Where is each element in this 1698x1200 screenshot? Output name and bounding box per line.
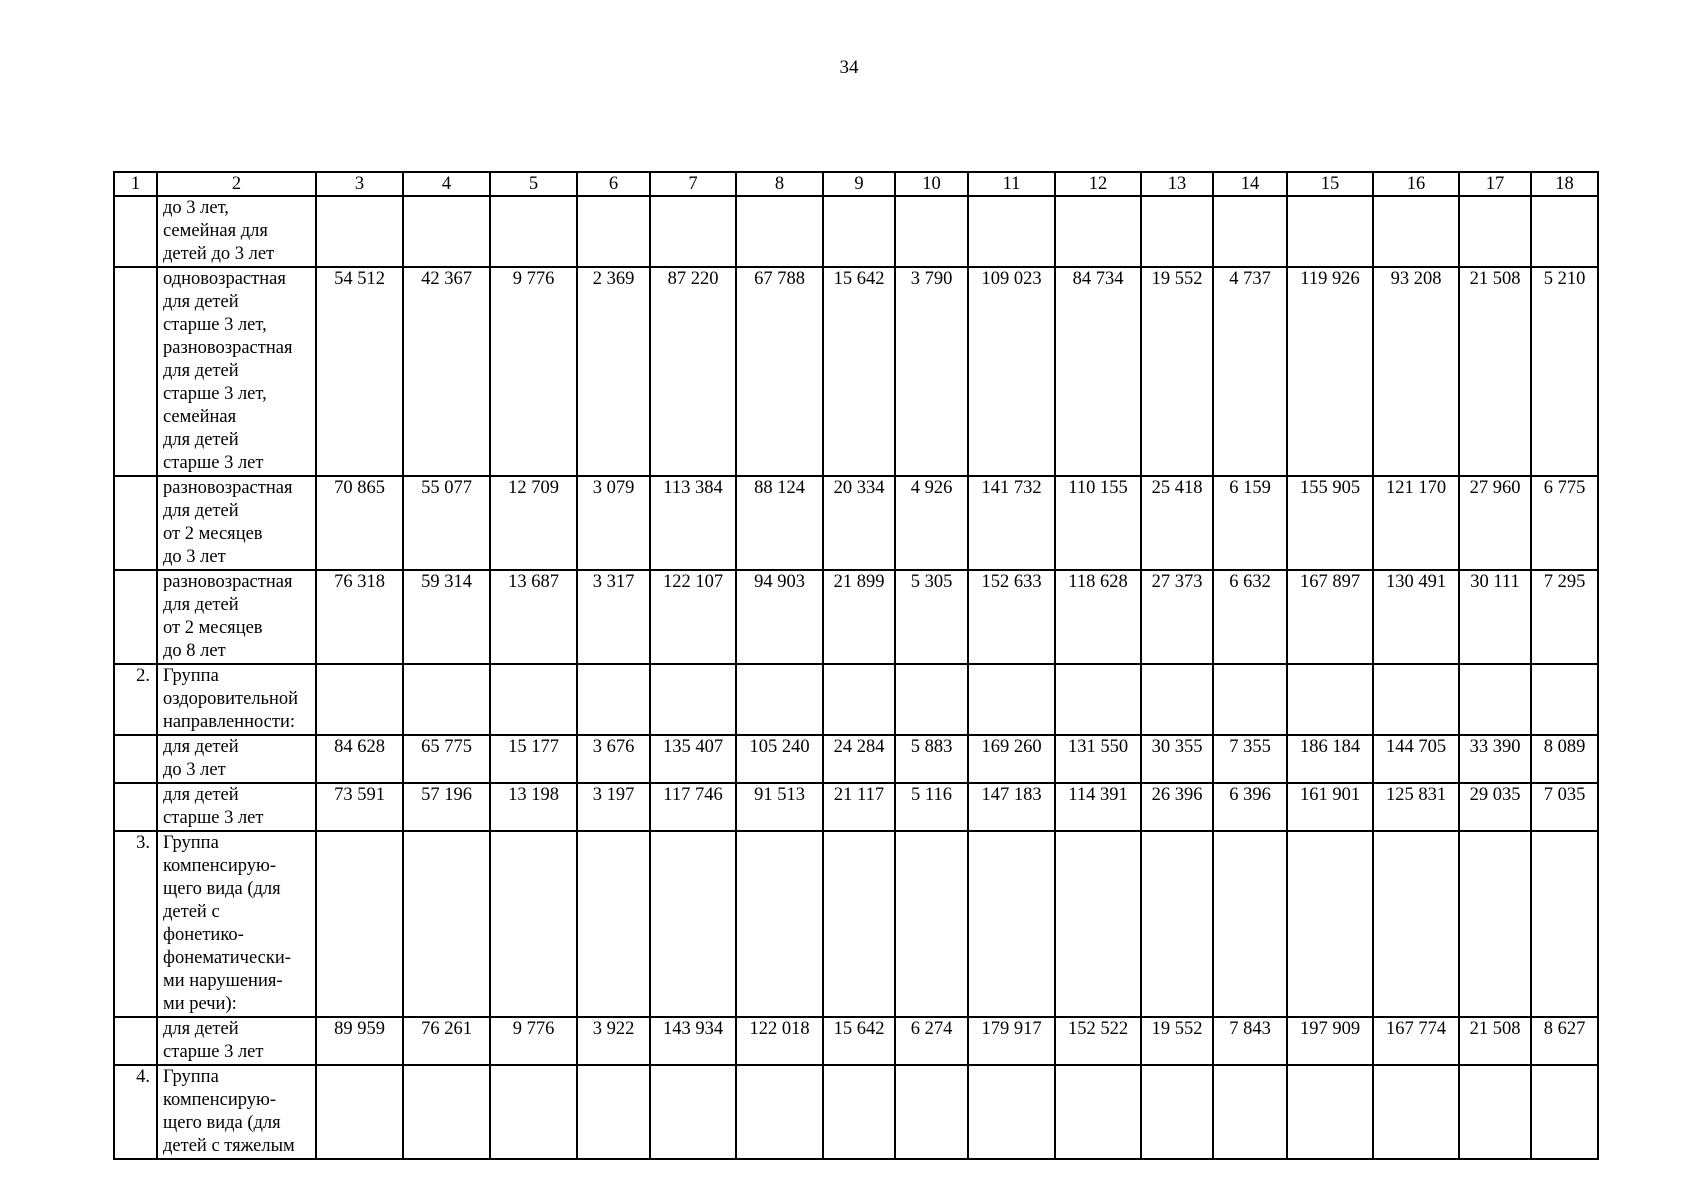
table-row	[114, 476, 1598, 570]
value-cell: 13 198	[490, 783, 577, 831]
value-cell	[490, 831, 577, 1017]
value-cell	[1373, 1065, 1459, 1159]
value-cell	[968, 1065, 1055, 1159]
value-cell	[577, 831, 650, 1017]
value-cell	[1287, 831, 1373, 1017]
table-row	[114, 1065, 1598, 1159]
value-cell	[736, 196, 823, 267]
column-header: 15	[1287, 172, 1373, 196]
row-number-cell	[114, 1017, 157, 1065]
value-cell	[736, 831, 823, 1017]
value-cell: 27 373	[1141, 570, 1213, 664]
value-cell: 4 926	[895, 476, 968, 570]
value-cell: 24 284	[823, 735, 895, 783]
table-row	[114, 783, 1598, 831]
value-cell: 93 208	[1373, 267, 1459, 476]
value-cell	[403, 831, 490, 1017]
value-cell: 179 917	[968, 1017, 1055, 1065]
row-label-cell: Группа оздоровительной направленности:	[157, 664, 316, 735]
value-cell: 105 240	[736, 735, 823, 783]
value-cell	[1531, 1065, 1598, 1159]
data-table	[113, 171, 1599, 1160]
value-cell	[1213, 1065, 1287, 1159]
value-cell: 12 709	[490, 476, 577, 570]
value-cell: 109 023	[968, 267, 1055, 476]
table-header-row	[114, 172, 1598, 196]
value-cell: 76 261	[403, 1017, 490, 1065]
value-cell: 19 552	[1141, 267, 1213, 476]
value-cell: 5 116	[895, 783, 968, 831]
value-cell	[968, 196, 1055, 267]
value-cell: 15 177	[490, 735, 577, 783]
value-cell: 21 508	[1459, 267, 1531, 476]
value-cell: 8 627	[1531, 1017, 1598, 1065]
value-cell: 84 628	[316, 735, 403, 783]
value-cell	[1141, 196, 1213, 267]
value-cell: 5 883	[895, 735, 968, 783]
value-cell	[1373, 664, 1459, 735]
value-cell: 125 831	[1373, 783, 1459, 831]
value-cell	[1141, 1065, 1213, 1159]
value-cell	[895, 831, 968, 1017]
value-cell: 89 959	[316, 1017, 403, 1065]
value-cell	[316, 1065, 403, 1159]
value-cell: 9 776	[490, 1017, 577, 1065]
value-cell: 5 305	[895, 570, 968, 664]
value-cell	[823, 664, 895, 735]
value-cell: 167 897	[1287, 570, 1373, 664]
column-header: 6	[577, 172, 650, 196]
row-label-cell: Группа компенсирую- щего вида (для детей с фонетико- фонематически- ми нарушения- ми речи):	[157, 831, 316, 1017]
value-cell: 3 790	[895, 267, 968, 476]
value-cell	[577, 664, 650, 735]
value-cell	[316, 831, 403, 1017]
value-cell	[823, 1065, 895, 1159]
row-number-cell	[114, 570, 157, 664]
value-cell: 143 934	[650, 1017, 736, 1065]
value-cell: 121 170	[1373, 476, 1459, 570]
table-row	[114, 267, 1598, 476]
value-cell: 152 633	[968, 570, 1055, 664]
value-cell: 110 155	[1055, 476, 1141, 570]
value-cell	[490, 1065, 577, 1159]
value-cell: 3 922	[577, 1017, 650, 1065]
value-cell	[403, 664, 490, 735]
value-cell: 7 035	[1531, 783, 1598, 831]
value-cell	[823, 196, 895, 267]
value-cell: 94 903	[736, 570, 823, 664]
value-cell: 144 705	[1373, 735, 1459, 783]
value-cell	[1213, 196, 1287, 267]
value-cell: 59 314	[403, 570, 490, 664]
table-row	[114, 570, 1598, 664]
value-cell: 25 418	[1141, 476, 1213, 570]
table-row	[114, 735, 1598, 783]
value-cell	[577, 1065, 650, 1159]
row-label-cell: разновозрастная для детей от 2 месяцев до 3 лет	[157, 476, 316, 570]
value-cell	[1287, 664, 1373, 735]
value-cell	[1459, 196, 1531, 267]
value-cell: 6 775	[1531, 476, 1598, 570]
value-cell: 141 732	[968, 476, 1055, 570]
value-cell	[1213, 664, 1287, 735]
value-cell	[823, 831, 895, 1017]
value-cell: 5 210	[1531, 267, 1598, 476]
value-cell: 88 124	[736, 476, 823, 570]
value-cell	[1373, 831, 1459, 1017]
value-cell: 42 367	[403, 267, 490, 476]
value-cell	[316, 664, 403, 735]
value-cell	[1141, 664, 1213, 735]
row-label-cell: одновозрастная для детей старше 3 лет, разновозрастная для детей старше 3 лет, семейная для детей старше 3 лет	[157, 267, 316, 476]
value-cell: 21 508	[1459, 1017, 1531, 1065]
value-cell: 73 591	[316, 783, 403, 831]
column-header: 13	[1141, 172, 1213, 196]
value-cell: 6 396	[1213, 783, 1287, 831]
value-cell: 3 079	[577, 476, 650, 570]
value-cell	[1531, 831, 1598, 1017]
value-cell: 21 899	[823, 570, 895, 664]
row-label-cell: для детей старше 3 лет	[157, 1017, 316, 1065]
value-cell: 122 107	[650, 570, 736, 664]
value-cell	[1141, 831, 1213, 1017]
value-cell	[650, 831, 736, 1017]
value-cell	[1213, 831, 1287, 1017]
value-cell: 152 522	[1055, 1017, 1141, 1065]
value-cell: 54 512	[316, 267, 403, 476]
value-cell: 169 260	[968, 735, 1055, 783]
value-cell: 26 396	[1141, 783, 1213, 831]
value-cell: 7 295	[1531, 570, 1598, 664]
value-cell: 114 391	[1055, 783, 1141, 831]
value-cell: 4 737	[1213, 267, 1287, 476]
value-cell	[1373, 196, 1459, 267]
value-cell: 15 642	[823, 267, 895, 476]
column-header: 18	[1531, 172, 1598, 196]
value-cell	[736, 664, 823, 735]
value-cell: 130 491	[1373, 570, 1459, 664]
column-header: 11	[968, 172, 1055, 196]
value-cell	[1055, 831, 1141, 1017]
value-cell: 15 642	[823, 1017, 895, 1065]
value-cell: 197 909	[1287, 1017, 1373, 1065]
row-number-cell: 3.	[114, 831, 157, 1017]
value-cell	[736, 1065, 823, 1159]
value-cell: 33 390	[1459, 735, 1531, 783]
value-cell	[1531, 664, 1598, 735]
row-number-cell	[114, 267, 157, 476]
value-cell: 13 687	[490, 570, 577, 664]
value-cell: 118 628	[1055, 570, 1141, 664]
value-cell: 21 117	[823, 783, 895, 831]
value-cell	[1055, 1065, 1141, 1159]
value-cell: 70 865	[316, 476, 403, 570]
row-label-cell: для детей до 3 лет	[157, 735, 316, 783]
row-number-cell: 4.	[114, 1065, 157, 1159]
value-cell	[577, 196, 650, 267]
value-cell: 3 676	[577, 735, 650, 783]
value-cell	[490, 664, 577, 735]
value-cell: 91 513	[736, 783, 823, 831]
row-label-cell: Группа компенсирую- щего вида (для детей с тяжелым	[157, 1065, 316, 1159]
value-cell	[1459, 664, 1531, 735]
table-row	[114, 1017, 1598, 1065]
value-cell: 65 775	[403, 735, 490, 783]
column-header: 16	[1373, 172, 1459, 196]
column-header: 2	[157, 172, 316, 196]
value-cell	[650, 196, 736, 267]
value-cell	[895, 196, 968, 267]
value-cell: 117 746	[650, 783, 736, 831]
row-number-cell	[114, 783, 157, 831]
row-label-cell: до 3 лет, семейная для детей до 3 лет	[157, 196, 316, 267]
column-header: 3	[316, 172, 403, 196]
column-header: 5	[490, 172, 577, 196]
value-cell: 7 843	[1213, 1017, 1287, 1065]
value-cell: 8 089	[1531, 735, 1598, 783]
value-cell	[968, 831, 1055, 1017]
row-number-cell: 2.	[114, 664, 157, 735]
table-row	[114, 664, 1598, 735]
value-cell: 30 111	[1459, 570, 1531, 664]
value-cell: 55 077	[403, 476, 490, 570]
value-cell	[1459, 1065, 1531, 1159]
row-label-cell: разновозрастная для детей от 2 месяцев до 8 лет	[157, 570, 316, 664]
column-header: 14	[1213, 172, 1287, 196]
value-cell	[895, 664, 968, 735]
page-number: 34	[839, 57, 859, 78]
value-cell: 3 317	[577, 570, 650, 664]
value-cell	[1287, 1065, 1373, 1159]
value-cell	[316, 196, 403, 267]
value-cell: 6 632	[1213, 570, 1287, 664]
value-cell: 76 318	[316, 570, 403, 664]
value-cell: 29 035	[1459, 783, 1531, 831]
value-cell	[650, 1065, 736, 1159]
table-row	[114, 831, 1598, 1017]
value-cell: 84 734	[1055, 267, 1141, 476]
value-cell: 122 018	[736, 1017, 823, 1065]
value-cell: 67 788	[736, 267, 823, 476]
value-cell: 119 926	[1287, 267, 1373, 476]
value-cell	[1531, 196, 1598, 267]
column-header: 7	[650, 172, 736, 196]
column-header: 1	[114, 172, 157, 196]
value-cell	[1055, 664, 1141, 735]
value-cell: 131 550	[1055, 735, 1141, 783]
value-cell: 57 196	[403, 783, 490, 831]
row-number-cell	[114, 476, 157, 570]
table-row	[114, 196, 1598, 267]
column-header: 4	[403, 172, 490, 196]
column-header: 17	[1459, 172, 1531, 196]
value-cell: 113 384	[650, 476, 736, 570]
column-header: 9	[823, 172, 895, 196]
row-number-cell	[114, 196, 157, 267]
value-cell	[490, 196, 577, 267]
value-cell	[1287, 196, 1373, 267]
value-cell	[650, 664, 736, 735]
value-cell: 19 552	[1141, 1017, 1213, 1065]
value-cell: 6 274	[895, 1017, 968, 1065]
value-cell	[895, 1065, 968, 1159]
value-cell	[968, 664, 1055, 735]
value-cell: 155 905	[1287, 476, 1373, 570]
value-cell: 161 901	[1287, 783, 1373, 831]
value-cell: 147 183	[968, 783, 1055, 831]
column-header: 8	[736, 172, 823, 196]
value-cell: 135 407	[650, 735, 736, 783]
value-cell: 167 774	[1373, 1017, 1459, 1065]
column-header: 10	[895, 172, 968, 196]
value-cell: 27 960	[1459, 476, 1531, 570]
value-cell: 20 334	[823, 476, 895, 570]
value-cell: 6 159	[1213, 476, 1287, 570]
value-cell	[1459, 831, 1531, 1017]
value-cell: 7 355	[1213, 735, 1287, 783]
value-cell	[403, 196, 490, 267]
column-header: 12	[1055, 172, 1141, 196]
value-cell: 2 369	[577, 267, 650, 476]
value-cell: 186 184	[1287, 735, 1373, 783]
row-label-cell: для детей старше 3 лет	[157, 783, 316, 831]
value-cell: 3 197	[577, 783, 650, 831]
value-cell	[403, 1065, 490, 1159]
row-number-cell	[114, 735, 157, 783]
value-cell: 30 355	[1141, 735, 1213, 783]
value-cell	[1055, 196, 1141, 267]
value-cell: 9 776	[490, 267, 577, 476]
value-cell: 87 220	[650, 267, 736, 476]
